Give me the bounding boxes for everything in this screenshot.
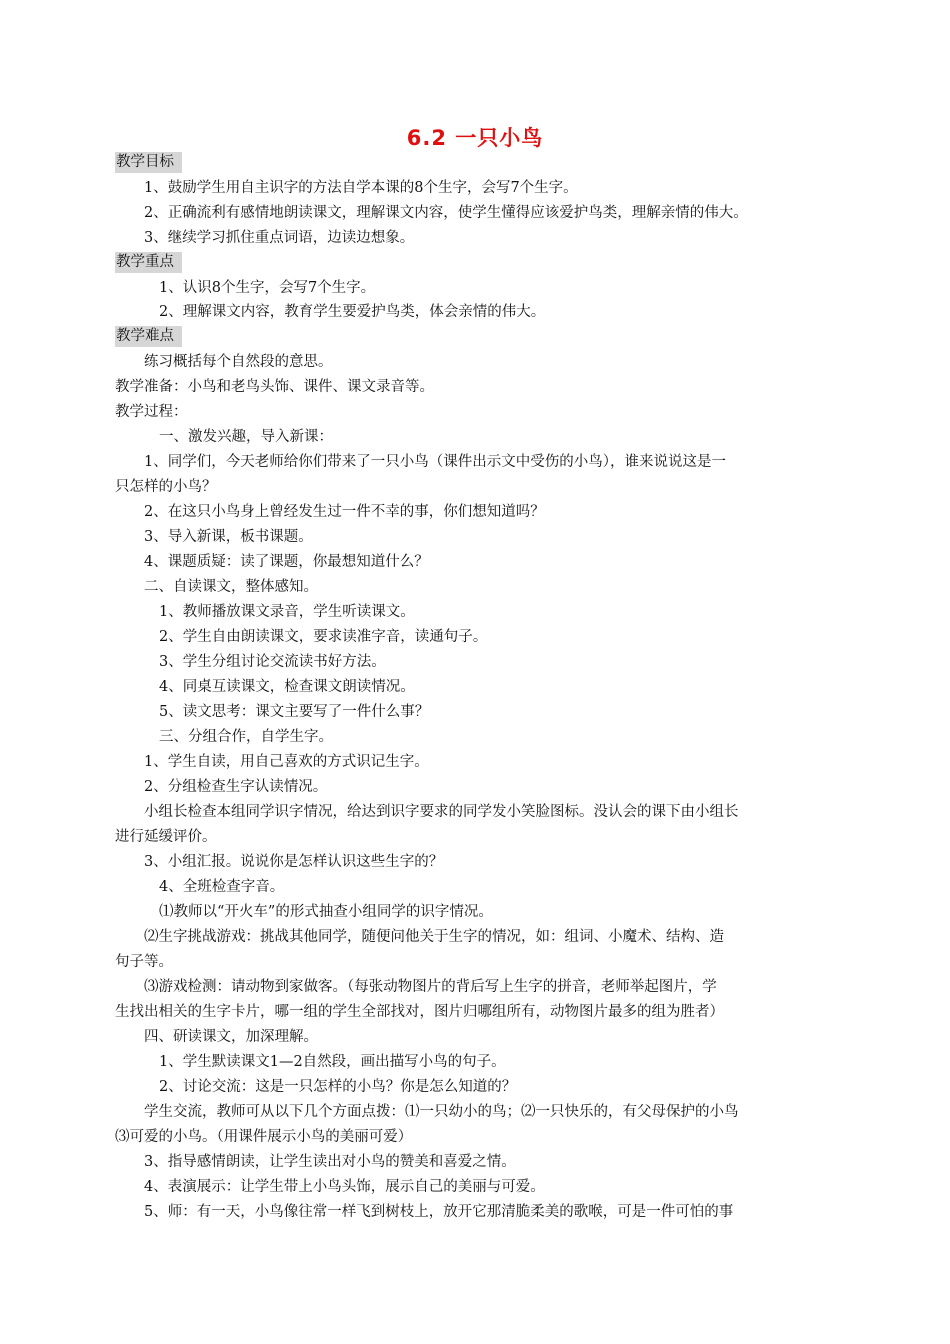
text-line: ⑵生字挑战游戏：挑战其他同学，随便问他关于生字的情况，如：组词、小魔术、结构、造: [144, 929, 724, 945]
section-heading-key-points: 教学重点: [115, 252, 182, 273]
text-line: 1、鼓励学生用自主识字的方法自学本课的8个生字，会写7个生字。: [144, 180, 578, 196]
text-line: 2、学生自由朗读课文，要求读准字音，读通句子。: [159, 629, 488, 645]
text-line: 2、理解课文内容，教育学生要爱护鸟类，体会亲情的伟大。: [159, 304, 546, 320]
text-line: 进行延缓评价。: [115, 829, 217, 845]
text-line: 一、激发兴趣，导入新课：: [159, 429, 333, 445]
text-line: 三、分组合作，自学生字。: [159, 729, 333, 745]
text-line: 1、学生自读，用自己喜欢的方式识记生字。: [144, 754, 429, 770]
text-line: 3、继续学习抓住重点词语，边读边想象。: [144, 230, 415, 246]
text-line: 4、同桌互读课文，检查课文朗读情况。: [159, 679, 415, 695]
text-line: 只怎样的小鸟？: [115, 479, 217, 495]
text-line: 1、教师播放课文录音，学生听读课文。: [159, 604, 415, 620]
text-line: 1、同学们，今天老师给你们带来了一只小鸟（课件出示文中受伤的小鸟），谁来说说这是一: [144, 454, 726, 470]
text-line: 2、在这只小鸟身上曾经发生过一件不幸的事，你们想知道吗？: [144, 504, 545, 520]
text-line: 3、导入新课，板书课题。: [144, 529, 313, 545]
text-line: 3、学生分组讨论交流读书好方法。: [159, 654, 386, 670]
text-line: 4、课题质疑：读了课题，你最想知道什么？: [144, 554, 429, 570]
text-line: 1、认识8个生字，会写7个生字。: [159, 280, 376, 296]
text-line: 2、分组检查生字认读情况。: [144, 779, 328, 795]
text-line: 5、读文思考：课文主要写了一件什么事？: [159, 704, 430, 720]
text-line: 学生交流，教师可从以下几个方面点拨：⑴一只幼小的鸟；⑵一只快乐的，有父母保护的小鸟: [144, 1104, 739, 1120]
text-line: 生找出相关的生字卡片，哪一组的学生全部找对，图片归哪组所有，动物图片最多的组为胜者）: [115, 1004, 724, 1020]
text-line: ⑴教师以“开火车”的形式抽查小组同学的识字情况。: [159, 904, 493, 920]
text-line: 教学准备：小鸟和老鸟头饰、课件、课文录音等。: [115, 379, 434, 395]
text-line: 小组长检查本组同学识字情况，给达到识字要求的同学发小笑脸图标。没认会的课下由小组长: [144, 804, 739, 820]
text-line: 4、全班检查字音。: [159, 879, 285, 895]
text-line: 2、讨论交流：这是一只怎样的小鸟？你是怎么知道的？: [159, 1079, 517, 1095]
text-line: 5、师：有一天，小鸟像往常一样飞到树枝上，放开它那清脆柔美的歌喉，可是一件可怕的事: [144, 1204, 734, 1220]
text-line: 1、学生默读课文1—2自然段，画出描写小鸟的句子。: [159, 1054, 506, 1070]
text-line: ⑶可爱的小鸟。（用课件展示小鸟的美丽可爱）: [115, 1129, 413, 1145]
text-line: 3、指导感情朗读，让学生读出对小鸟的赞美和喜爱之情。: [144, 1154, 516, 1170]
text-line: 教学过程：: [115, 404, 188, 420]
section-heading-objectives: 教学目标: [115, 152, 182, 173]
text-line: 4、表演展示：让学生带上小鸟头饰，展示自己的美丽与可爱。: [144, 1179, 545, 1195]
text-line: 句子等。: [115, 954, 173, 970]
text-line: 2、正确流利有感情地朗读课文，理解课文内容，使学生懂得应该爱护鸟类，理解亲情的伟大。: [144, 205, 748, 221]
text-line: 二、自读课文，整体感知。: [144, 579, 318, 595]
text-line: 四、研读课文，加深理解。: [144, 1029, 318, 1045]
text-line: ⑶游戏检测：请动物到家做客。（每张动物图片的背后写上生字的拼音，老师举起图片，学: [144, 979, 717, 995]
page-title: 6.2 一只小鸟: [406, 126, 544, 150]
text-line: 练习概括每个自然段的意思。: [144, 354, 333, 370]
text-line: 3、小组汇报。说说你是怎样认识这些生字的？: [144, 854, 444, 870]
section-heading-difficulties: 教学难点: [115, 326, 182, 347]
